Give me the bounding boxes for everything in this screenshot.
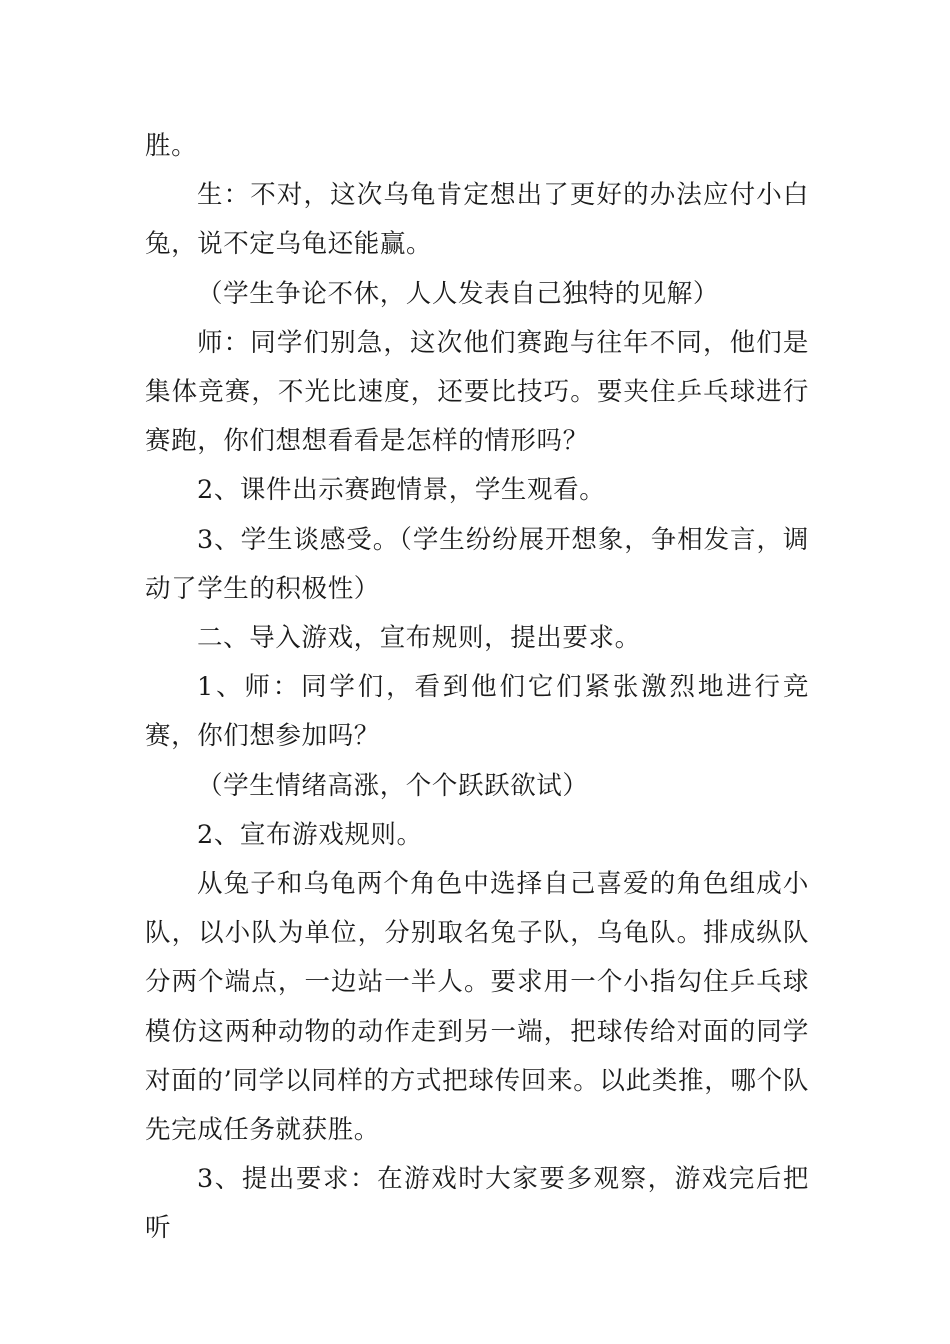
paragraph-student-reply: 生：不对，这次乌龟肯定想出了更好的办法应付小白兔，说不定乌龟还能赢。 [145, 180, 809, 260]
section-heading-game: 二、导入游戏，宣布规则，提出要求。 [197, 623, 641, 654]
paragraph-step-2-courseware: 2、课件出示赛跑情景，学生观看。 [197, 475, 606, 506]
paragraph-teacher-intro: 师：同学们别急，这次他们赛跑与往年不同，他们是集体竞赛，不光比速度，还要比技巧。要夹住乒乓球进行赛跑，你们想想看看是怎样的情形吗？ [145, 327, 809, 457]
paragraph-continuation: 胜。 [145, 131, 198, 161]
paragraph-step-3-feelings: 3、学生谈感受。（学生纷纷展开想象，争相发言，调动了学生的积极性） [145, 524, 809, 604]
paragraph-student-excitement: （学生情绪高涨，个个跃跃欲试） [197, 770, 589, 801]
body-text [145, 122, 809, 1254]
paragraph-step-3-requirements: 3、提出要求：在游戏时大家要多观察，游戏完后把听 [145, 1164, 809, 1244]
paragraph-step-1-teacher: 1、师：同学们，看到他们它们紧张激烈地进行竞赛，你们想参加吗？ [145, 672, 809, 752]
paragraph-student-debate: （学生争论不休，人人发表自己独特的见解） [197, 278, 720, 309]
paragraph-step-2-rules: 2、宣布游戏规则。 [197, 819, 423, 850]
paragraph-rules-detail: 从兔子和乌龟两个角色中选择自己喜爱的角色组成小队，以小队为单位，分别取名兔子队，乌龟队。排成纵队分两个端点，一边站一半人。要求用一个小指勾住乒乓球模仿这两种动物的动作走到另一端，把球传给对面的同学对面的’同学以同样的方式把球传回来。以此类推，哪个队先完成任务就获胜。 [145, 869, 809, 1146]
